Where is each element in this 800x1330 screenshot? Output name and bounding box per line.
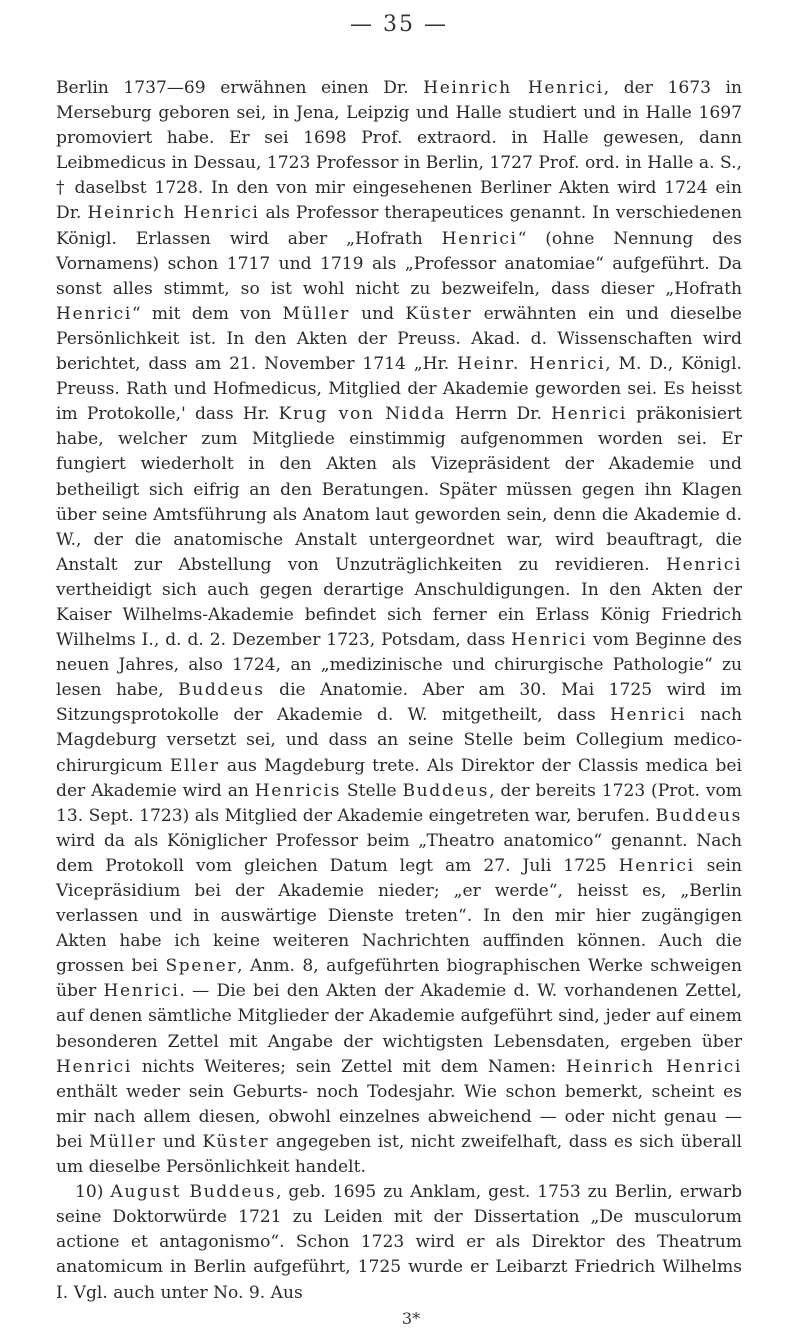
text-run: und (349, 303, 406, 324)
text-run: Herrn Dr. (445, 404, 552, 425)
text-run: . — Die bei den Akten der Akademie d. W. vorhandenen Zettel, auf denen sämtliche Mitglieder der Akademie aufgeführt sind, jeder auf einem besonderen Zettel mit Angabe der wichtigsten Lebensdaten, ergeben über (56, 981, 742, 1052)
text-run: sein Vicepräsidium bei der Akademie nieder; „er werde“, heisst es, „Berlin verlassen und in auswärtige Dienste treten“. In den mir hier zugängigen Akten habe ich keine weiteren Nachrichten auffinden können. Auch die grossen bei (56, 855, 742, 977)
text-run: vom Beginne des neuen Jahres, also 1724, an „medizinische und chirurgische Pathologie“ zu lesen habe, (56, 630, 742, 701)
person-name: Krug von Nidda (278, 404, 446, 425)
person-name: Henrici (56, 1056, 132, 1077)
person-name: August Buddeus (110, 1182, 277, 1203)
text-run: angegeben ist, nicht zweifelhaft, dass es sich überall um dieselbe Persönlichkeit handelt. (56, 1131, 742, 1178)
text-run: vertheidigt sich auch gegen derartige Anschuldigungen. In den Akten der Kaiser Wilhelms-Akademie befindet sich ferner ein Erlass König Friedrich Wilhelms I., d. d. 2. Dezember 1723, Potsdam, dass (56, 579, 742, 651)
person-name: Heinrich Henrici (423, 78, 604, 98)
person-name: Buddeus (655, 805, 742, 826)
person-name: Henrici (610, 705, 686, 726)
person-name: Henrici (441, 228, 518, 249)
text-run: Stelle (341, 780, 403, 801)
paragraph-footnote-10 (56, 1180, 742, 1305)
person-name: Henrici (666, 554, 742, 575)
footnote-number: 10) (75, 1182, 111, 1203)
text-run: als Professor therapeutices genannt. In verschiedenen Königl. Erlassen wird aber „Hofrath (56, 203, 742, 249)
person-name: Eller (169, 755, 220, 776)
text-run: , der 1673 in Merseburg geboren sei, in Jena, Leipzig und Halle studiert und in Halle 1697 promoviert habe. Er sei 1698 Prof. extraord. in Halle gewesen, dann Leibmedicus in Dessau, 1723 Professor in Berlin, 1727 Prof. ord. in Halle a. S., † daselbst 1728. In den von mir eingesehenen Berliner Akten wird 1724 ein Dr. (56, 78, 742, 224)
text-run: aus Magdeburg trete. Als Direktor der Classis medica bei der Akademie wird an (56, 755, 742, 801)
person-name: Henricis (254, 780, 342, 801)
person-name: Müller (89, 1131, 157, 1152)
person-name: Buddeus (178, 680, 265, 701)
person-name: Henrici (551, 404, 627, 425)
text-run: “ mit dem von (131, 303, 283, 324)
person-name: Müller (282, 303, 350, 324)
text-run: , geb. 1695 zu Anklam, gest. 1753 zu Berlin, erwarb seine Doktorwürde 1721 zu Leiden mit der Dissertation „De musculorum actione et antagonismo“. Schon 1723 wird er als Direktor des Theatrum anatomicum in Berlin aufgeführt, 1725 wurde er Leibarzt Friedrich Wilhelms I. Vgl. auch unter No. 9. Aus (56, 1182, 743, 1303)
text-run: nach Magdeburg versetzt sei, und dass an seine Stelle beim Collegium medico-chirurgicum (56, 705, 742, 776)
text-run: , M. D., Königl. Preuss. Rath und Hofmedicus, Mitglied der Akademie geworden sei. Es heisst im Protokolle,' dass Hr. (56, 354, 742, 425)
text-run: nichts Weiteres; sein Zettel mit dem Namen: (131, 1056, 567, 1077)
text-run: enthält weder sein Geburts- noch Todesjahr. Wie schon bemerkt, scheint es mir nach allem diesen, obwohl einzelnes abweichend — oder nicht genau — bei (56, 1081, 742, 1152)
signature-mark: 3* (401, 1308, 421, 1328)
person-name: Spener (165, 956, 238, 977)
paragraph (56, 76, 742, 1180)
text-run: erwähnten ein und dieselbe Persönlichkeit ist. In den Akten der Preuss. Akad. d. Wissenschaften wird berichtet, dass am 21. November 1714 „Hr. (56, 303, 742, 375)
person-name: Henrici (103, 981, 180, 1002)
text-run: Berlin 1737—69 erwähnen einen Dr. (56, 78, 424, 98)
person-name: Küster (405, 303, 473, 324)
text-run: die Anatomie. Aber am 30. Mai 1725 wird im Sitzungsprotokolle der Akademie d. W. mitgetheilt, dass (56, 680, 742, 726)
text-run: und (156, 1131, 203, 1152)
person-name: Heinrich Henrici (566, 1056, 743, 1077)
person-name: Buddeus (402, 780, 490, 801)
person-name: Heinrich Henrici (87, 203, 260, 224)
body-text (56, 76, 742, 1306)
person-name: Küster (202, 1131, 270, 1152)
person-name: Heinr. Henrici (457, 354, 606, 375)
person-name: Henrici (56, 303, 132, 324)
text-run: präkonisiert habe, welcher zum Mitgliede einstimmig aufgenommen worden sei. Er fungiert wiederholt in den Akten als Vizepräsident der Akademie und betheiligt sich eifrig an den Beratungen. Später müssen gegen ihn Klagen über seine Amtsführung als Anatom laut geworden sein, denn die Akademie d. W., der die anatomische Anstalt untergeordnet war, wird beauftragt, die Anstalt zur Abstellung von Unzuträglichkeiten zu revidieren. (56, 404, 742, 575)
text-run: “ (ohne Nennung des Vornamens) schon 1717 und 1719 als „Professor anatomiae“ aufgeführt. Da sonst alles stimmt, so ist wohl nicht zu bezweifeln, dass dieser „Hofrath (56, 228, 742, 299)
text-run: , Anm. 8, aufgeführten biographischen Werke schweigen über (56, 956, 742, 1002)
page-number: — 35 — (350, 12, 448, 37)
person-name: Henrici (618, 855, 695, 876)
person-name: Henrici (511, 630, 588, 651)
text-run: , der bereits 1723 (Prot. vom 13. Sept. 1723) als Mitglied der Akademie eingetreten war, berufen. (56, 780, 742, 826)
text-run: wird da als Königlicher Professor beim „Theatro anatomico“ genannt. Nach dem Protokoll vom gleichen Datum legt am 27. Juli 1725 (56, 830, 742, 876)
